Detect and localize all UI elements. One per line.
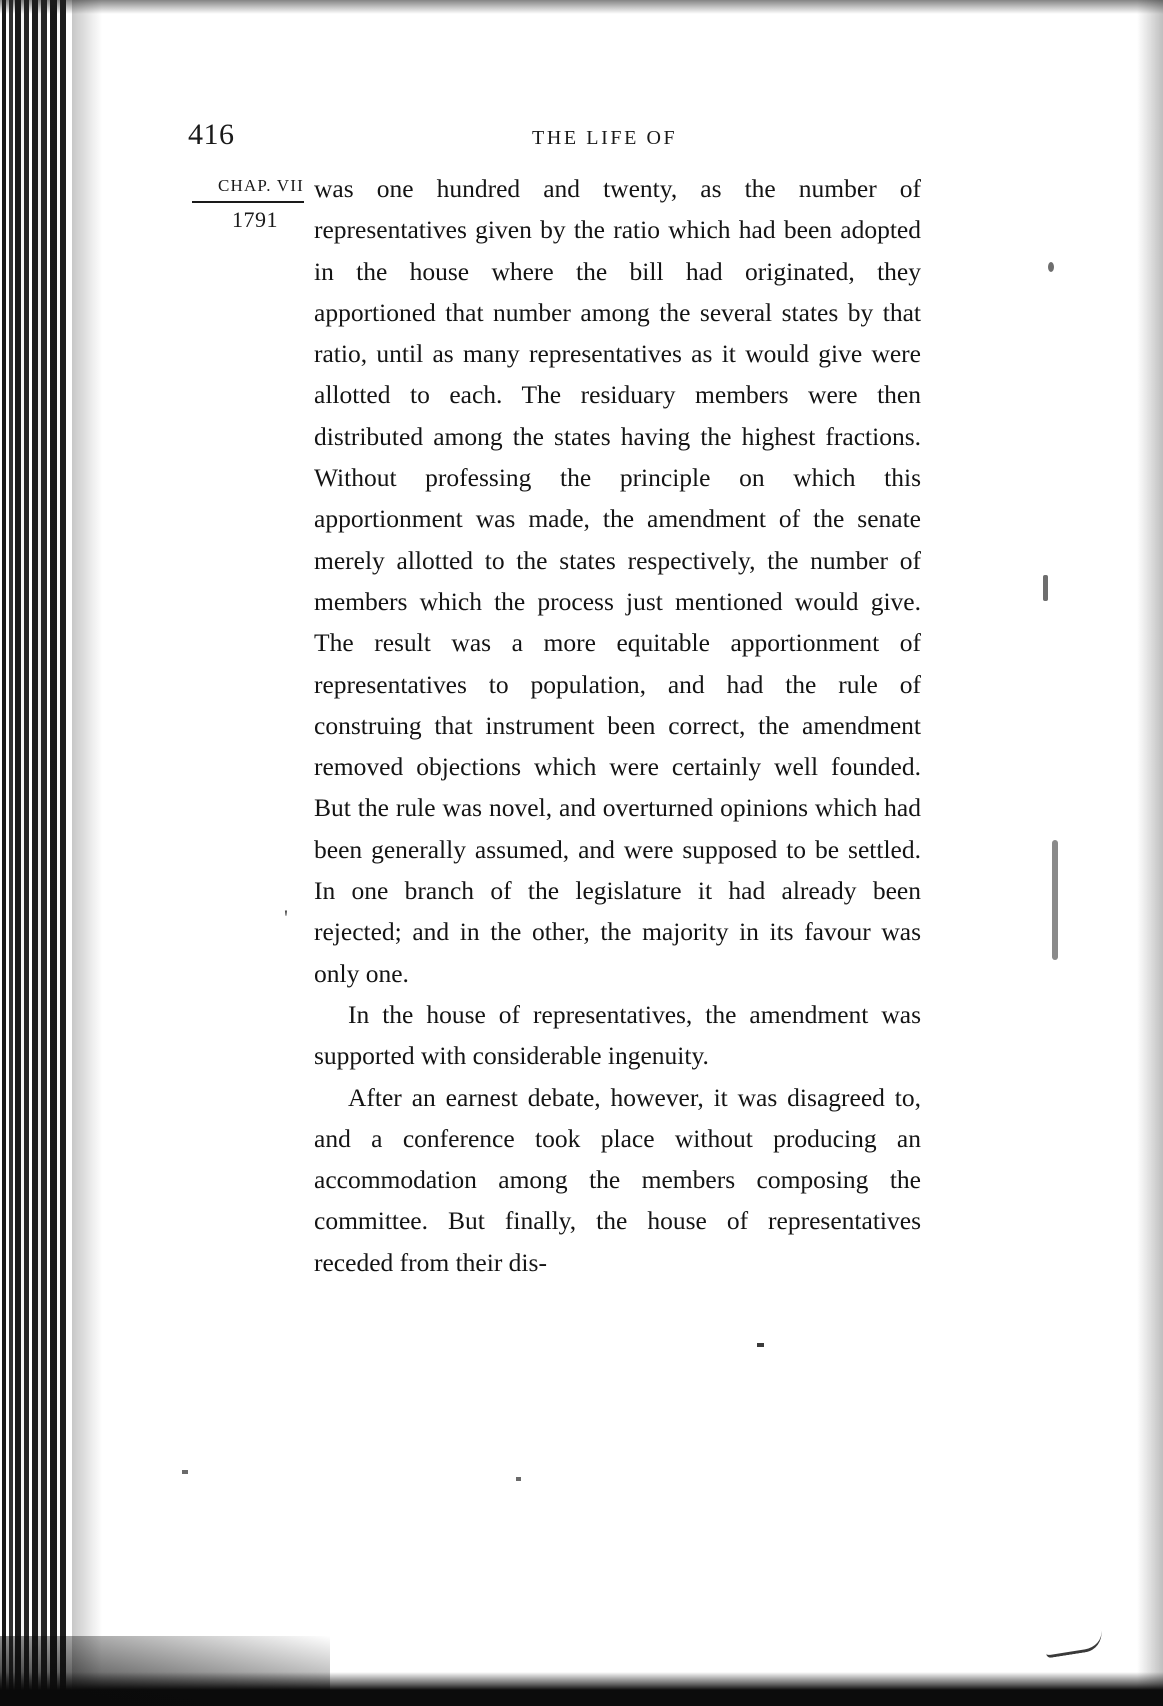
page-right-edge-shadow <box>1137 0 1163 1706</box>
book-binding-gutter <box>0 0 72 1706</box>
marginal-rule <box>192 201 304 203</box>
page-number: 416 <box>188 118 235 151</box>
paragraph: After an earnest debate, however, it was disagreed to, and a conference took place without producing an accommodation among the members composing the committee. But finally, the house of representatives receded from their dis- <box>314 1082 921 1277</box>
stray-ink-mark <box>1048 262 1054 272</box>
marginal-note <box>186 176 304 233</box>
stray-ink-mark <box>182 1470 188 1474</box>
stray-ink-mark <box>1052 840 1058 960</box>
paragraph: was one hundred and twenty, as the number of representatives given by the ratio which had been adopted in the house where the bill had originated, they apportioned that number among the several states by that ratio, until as many representatives as it would give were allotted to each. The residuary members were then distributed among the states having the highest fractions. Without professing the principle on which this apportionment was made, the amendment of the senate merely allotted to the states respectively, the number of members which the process just mentioned would give. The result was a more equitable apportionment of representatives to population, and had the rule of construing that instrument been correct, the amendment removed objections which were certainly well founded. But the rule was novel, and overturned opinions which had been generally assumed, and were supposed to be settled. In one branch of the legislature it had already been rejected; and in the other, the majority in its favour was only one. <box>314 174 921 988</box>
stray-ink-mark <box>516 1477 521 1481</box>
stray-ink-mark <box>1044 1631 1104 1659</box>
page-corner-shadow <box>0 1636 330 1706</box>
stray-ink-mark: ' <box>284 905 288 930</box>
running-head: THE LIFE OF <box>532 127 678 149</box>
gutter-shadow <box>72 0 102 1706</box>
stray-ink-mark <box>757 1343 764 1347</box>
year-label: 1791 <box>232 207 278 232</box>
stray-ink-mark <box>1043 575 1048 601</box>
body-text-column <box>314 168 921 1283</box>
page-top-edge-shadow <box>0 0 1163 14</box>
paragraph: In the house of representatives, the amendment was supported with considerable ingenuity. <box>314 999 921 1071</box>
chapter-label: CHAP. VII <box>217 176 304 195</box>
